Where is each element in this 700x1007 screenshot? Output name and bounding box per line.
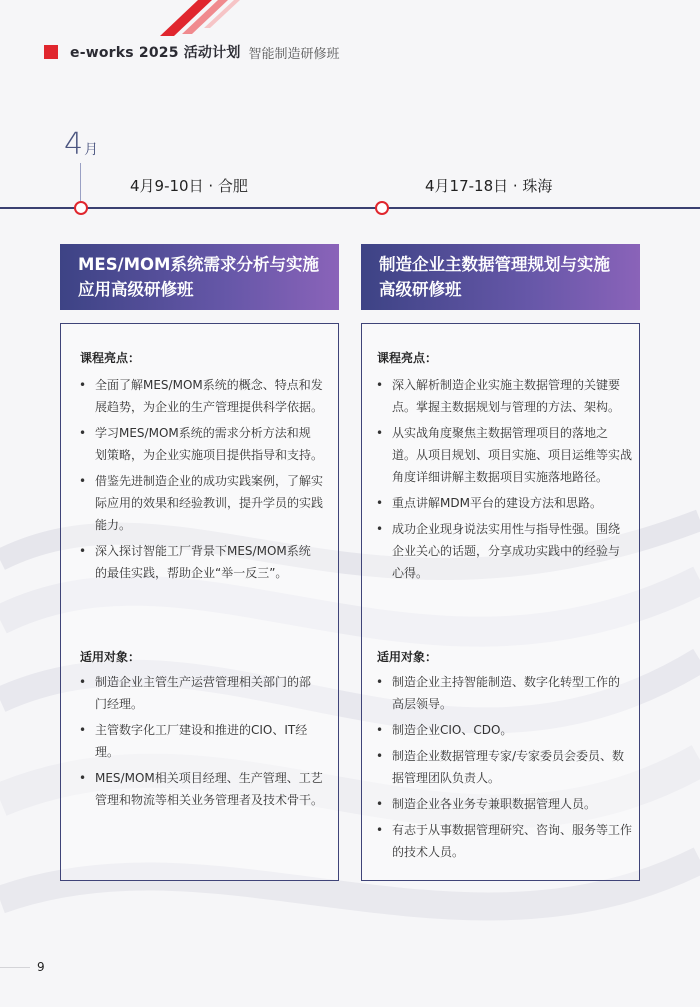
- event-2-audience-list: [376, 671, 632, 867]
- event-1-card: [60, 323, 339, 881]
- event-2-highlights-title: 课程亮点：: [377, 351, 438, 365]
- event-2-highlights-list: [376, 374, 632, 588]
- timeline-line: [0, 207, 700, 209]
- month-connector: [80, 163, 81, 201]
- event-1-audience-list: [79, 671, 329, 815]
- month-label: [64, 127, 98, 162]
- month-unit: 月: [84, 142, 99, 158]
- header-subtitle: 智能制造研修班: [248, 46, 340, 62]
- list-item: • MES/MOM相关项目经理、生产管理、工艺 管理和物流等相关业务管理者及技术骨干。: [79, 767, 329, 811]
- list-item: • 全面了解MES/MOM系统的概念、特点和发 展趋势，为企业的生产管理提供科学依据。: [79, 374, 329, 418]
- header-brand: e-works 2025 活动计划: [70, 45, 241, 61]
- list-item: • 有志于从事数据管理研究、咨询、服务等工作 的技术人员。: [376, 819, 632, 863]
- list-item: • 制造企业数据管理专家/专家委员会委员、数 据管理团队负责人。: [376, 745, 632, 789]
- list-item: • 深入解析制造企业实施主数据管理的关键要 点。掌握主数据规划与管理的方法、架构。: [376, 374, 632, 418]
- list-item: • 制造企业各业务专兼职数据管理人员。: [376, 793, 632, 815]
- event-1-title-line1: MES/MOM系统需求分析与实施: [78, 255, 319, 274]
- timeline-dot-event-2: [375, 201, 389, 215]
- page-number: 9: [37, 960, 45, 974]
- event-1-highlights-title: 课程亮点：: [80, 351, 141, 365]
- event-2-date: 4月17-18日 · 珠海: [425, 177, 553, 195]
- list-item: • 学习MES/MOM系统的需求分析方法和规 划策略，为企业实施项目提供指导和支持。: [79, 422, 329, 466]
- list-item: • 制造企业主管生产运营管理相关部门的部 门经理。: [79, 671, 329, 715]
- timeline-dot-event-1: [74, 201, 88, 215]
- header-red-square: [44, 45, 58, 59]
- page-header: [44, 41, 340, 63]
- event-1-title-line2: 应用高级研修班: [78, 280, 194, 299]
- event-2-title-line2: 高级研修班: [379, 280, 462, 299]
- list-item: • 成功企业现身说法实用性与指导性强。围绕 企业关心的话题，分享成功实践中的经验与 心得。: [376, 518, 632, 584]
- month-number: 4: [64, 127, 84, 162]
- event-2-audience-title: 适用对象：: [377, 650, 438, 664]
- list-item: • 制造企业主持智能制造、数字化转型工作的 高层领导。: [376, 671, 632, 715]
- list-item: • 深入探讨智能工厂背景下MES/MOM系统 的最佳实践，帮助企业“举一反三”。: [79, 540, 329, 584]
- list-item: • 制造企业CIO、CDO。: [376, 719, 632, 741]
- event-2-card: [361, 323, 640, 881]
- list-item: • 从实战角度聚焦主数据管理项目的落地之 道。从项目规划、项目实施、项目运维等实战 角度详细讲解主数据项目实施落地路径。: [376, 422, 632, 488]
- event-2-title-line1: 制造企业主数据管理规划与实施: [379, 255, 610, 274]
- list-item: • 借鉴先进制造企业的成功实践案例，了解实 际应用的效果和经验教训，提升学员的实践 能力。: [79, 470, 329, 536]
- event-1-date: 4月9-10日 · 合肥: [130, 177, 248, 195]
- list-item: • 重点讲解MDM平台的建设方法和思路。: [376, 492, 632, 514]
- event-1-audience-title: 适用对象：: [80, 650, 141, 664]
- event-1-title: [60, 244, 339, 310]
- event-1-highlights-list: [79, 374, 329, 588]
- list-item: • 主管数字化工厂建设和推进的CIO、IT经理。: [79, 719, 329, 763]
- event-2-title: [361, 244, 640, 310]
- page-number-line: [0, 967, 30, 968]
